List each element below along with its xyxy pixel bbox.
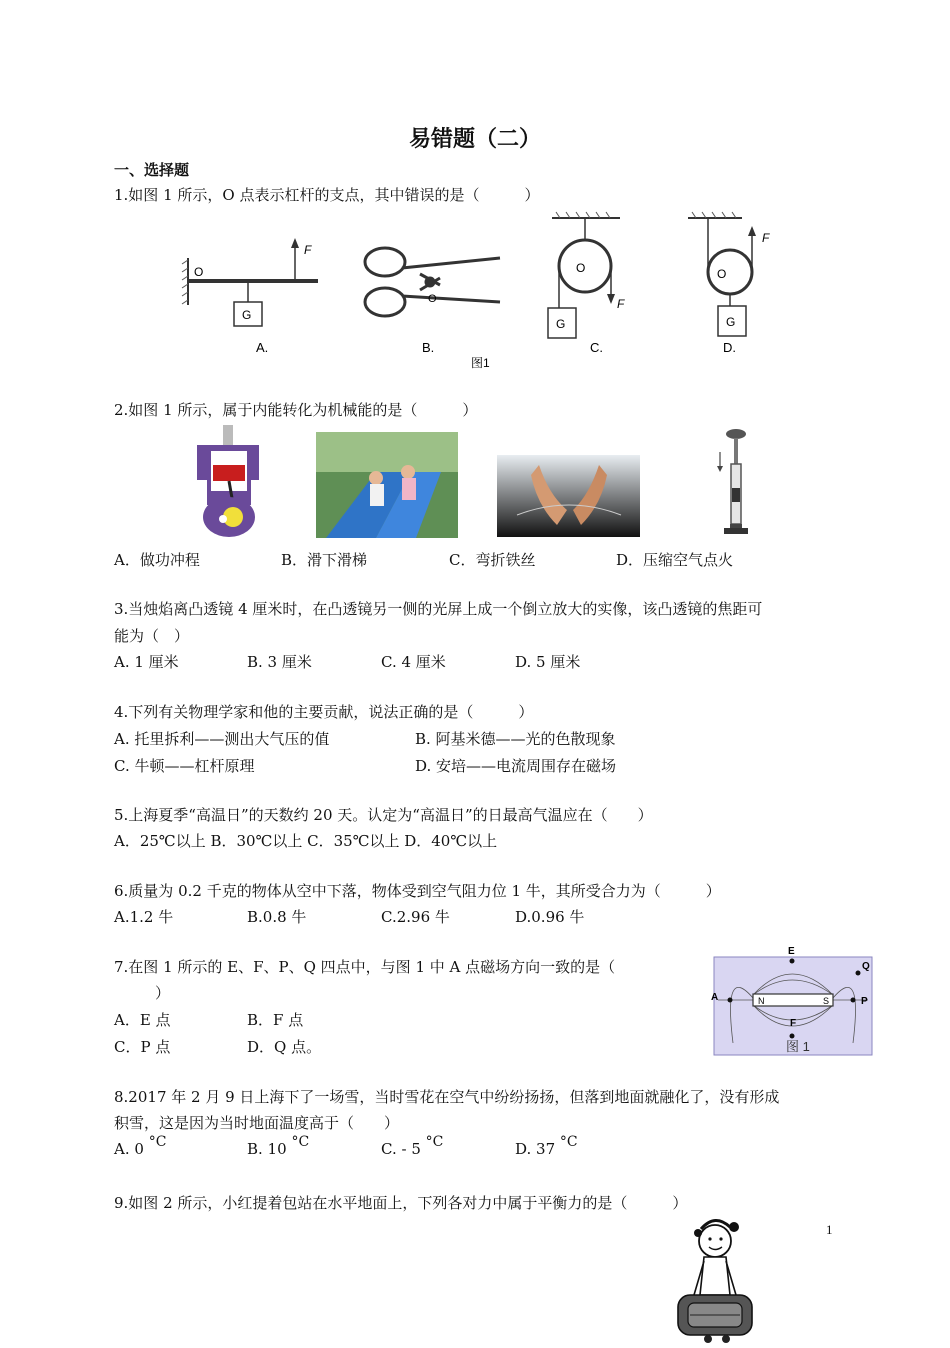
engine-stroke-image [193,425,265,540]
south-pole-label: S [823,996,830,1006]
option-label-b: B. [422,340,435,355]
question-8-option-b: B. 10 °C [247,1134,310,1158]
scissors-diagram-b [365,248,500,316]
point-e-label: E [788,946,795,957]
north-pole-label: N [758,996,765,1006]
question-8-option-d: D. 37 °C [515,1134,578,1158]
pivot-label-b: O [428,293,437,305]
point-p-label: P [861,996,868,1007]
question-7-option-d: D．Q 点。 [247,1038,322,1056]
page-title: 易错题（二） [408,127,541,152]
figure-caption: 图1 [471,356,490,370]
lever-diagram-a [182,238,318,355]
slide-photo [316,432,458,538]
bending-wire-photo [497,455,640,537]
question-4-option-b: B. 阿基米德——光的色散现象 [415,730,616,748]
point-a-label: A [711,992,719,1003]
question-3-option-c: C. 4 厘米 [381,653,446,671]
question-2-option-a: A．做功冲程 [114,551,200,569]
question-1-figure [180,210,800,375]
svg-text:O: O [576,261,586,275]
point-q-label: Q [862,961,870,972]
question-7-option-a: A．E 点 [114,1011,171,1029]
question-3-stem-line-1: 3.当烛焰离凸透镜 4 厘米时，在凸透镜另一侧的光屏上成一个倒立放大的实像，该凸透镜的焦距可 [114,600,763,618]
force-label: F [304,243,312,257]
question-8-option-a: A. 0 °C [114,1134,167,1158]
question-4-stem: 4.下列有关物理学家和他的主要贡献，说法正确的是（ ） [114,703,534,721]
question-2-option-d: D．压缩空气点火 [616,551,734,569]
question-7-option-b: B．F 点 [247,1011,304,1029]
point-f-label: F [790,1018,797,1029]
svg-text:F: F [617,297,625,311]
question-3-option-b: B. 3 厘米 [247,653,312,671]
question-6-option-c: C.2.96 牛 [381,908,450,926]
girl-with-bag-illustration [668,1215,758,1344]
question-8-option-c: C. - 5 °C [381,1134,444,1158]
question-7-stem-line-1: 7.在图 1 所示的 E、F、P、Q 四点中，与图 1 中 A 点磁场方向一致的是（ [114,958,616,976]
question-7-option-c: C．P 点 [114,1038,171,1056]
question-3-option-a: A. 1 厘米 [114,653,179,671]
svg-text:F: F [762,231,770,245]
option-label-a: A. [256,340,269,355]
question-2-option-b: B．滑下滑梯 [281,551,368,569]
question-4-option-c: C. 牛顿——杠杆原理 [114,757,255,775]
question-2-stem: 2.如图 1 所示，属于内能转化为机械能的是（ ） [114,401,478,419]
question-6-stem: 6.质量为 0.2 千克的物体从空中下落，物体受到空气阻力位 1 牛，其所受合力为（ ） [114,882,721,900]
question-4-option-a: A. 托里拆利——测出大气压的值 [114,730,330,748]
pulley-diagram-d [688,212,770,355]
question-9-stem: 9.如图 2 所示，小红提着包站在水平地面上，下列各对力中属于平衡力的是（ ） [114,1194,688,1212]
weight-label: G [242,308,252,322]
figure-caption: 图 1 [786,1039,810,1054]
section-heading: 一、选择题 [114,161,190,179]
question-7-stem-line-2: ） [155,984,171,1002]
option-label-d: D. [723,340,736,355]
question-3-stem-line-2: 能为（ ） [114,627,190,645]
question-5-stem: 5.上海夏季“高温日”的天数约 20 天。认定为“高温日”的日最高气温应在（ ） [114,806,653,824]
svg-text:G: G [556,317,566,331]
page-number: 1 [826,1222,833,1237]
pivot-label: O [194,265,204,279]
question-6-option-a: A.1.2 牛 [114,908,174,926]
option-label-c: C. [590,340,603,355]
question-6-option-d: D.0.96 牛 [515,908,585,926]
svg-text:O: O [717,267,727,281]
question-6-option-b: B.0.8 牛 [247,908,307,926]
svg-text:G: G [726,315,736,329]
question-1-stem: 1.如图 1 所示，O 点表示杠杆的支点，其中错误的是（ ） [114,186,540,204]
pulley-diagram-c [548,212,625,355]
question-4-option-d: D. 安培——电流周围存在磁场 [415,757,617,775]
question-3-option-d: D. 5 厘米 [515,653,581,671]
air-compression-device-image [712,428,757,543]
question-8-stem-line-2: 积雪，这是因为当时地面温度高于（ ） [114,1114,400,1132]
question-8-stem-line-1: 8.2017 年 2 月 9 日上海下了一场雪，当时雪花在空气中纷纷扬扬，但落到地面就融化了，没有形成 [114,1088,780,1106]
question-5-options: A．25℃以上 B．30℃以上 C．35℃以上 D．40℃以上 [114,832,498,850]
magnet-field-figure [708,943,876,1058]
question-2-option-c: C．弯折铁丝 [449,551,536,569]
